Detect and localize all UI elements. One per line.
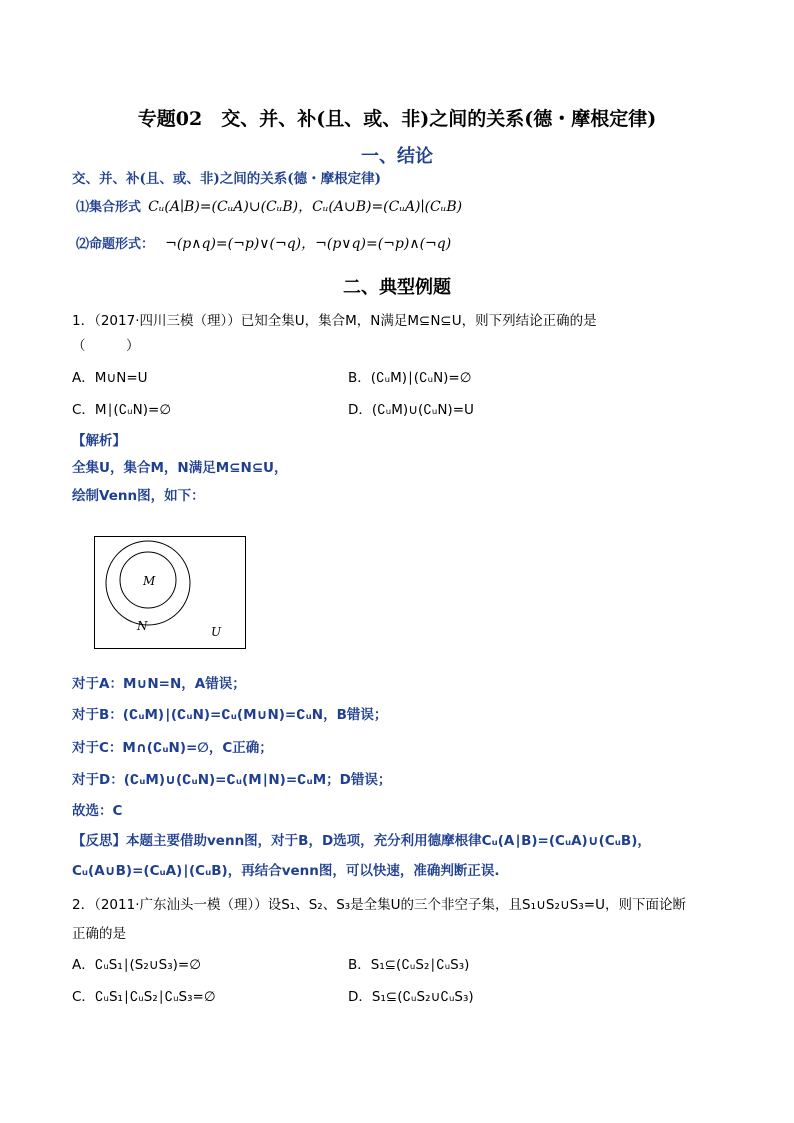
analysis-for-b: 对于B：(∁ᵤM)∣(∁ᵤN)=∁ᵤ(M∪N)=∁ᵤN，B错误； [72, 707, 388, 723]
section1-intro: 交、并、补(且、或、非)之间的关系(德・摩根定律) [72, 171, 382, 187]
q1-option-a: A．M∪N=U [72, 370, 148, 386]
analysis-line2: 绘制Venn图，如下： [72, 488, 205, 504]
venn-label-n: N [137, 619, 148, 633]
page-title: 专题02 交、并、补(且、或、非)之间的关系(德・摩根定律) [137, 108, 657, 130]
q2-option-d: D．S₁⊆(∁ᵤS₂∪∁ᵤS₃) [348, 989, 474, 1005]
reflection-line1: 【反思】本题主要借助venn图，对于B，D选项，充分利用德摩根律Cᵤ(A∣B)=(CᵤA)∪(CᵤB)， [72, 833, 651, 849]
q1-option-c: C．M∣(∁ᵤN)=∅ [72, 402, 172, 418]
section2-heading: 二、典型例题 [343, 277, 451, 298]
analysis-label: 【解析】 [72, 433, 126, 449]
venn-universe-rect [95, 537, 246, 649]
q2-stem-line2: 正确的是 [72, 926, 126, 942]
venn-label-m: M [143, 574, 156, 588]
set-form-row [76, 196, 462, 216]
set-form-label: ⑴集合形式 [76, 200, 142, 215]
venn-label-u: U [211, 625, 222, 639]
set-form-formula: Cᵤ(A∣B)=(CᵤA)∪(CᵤB)，Cᵤ(A∪B)=(CᵤA)∣(CᵤB) [148, 199, 463, 215]
analysis-line1: 全集U，集合M，N满足M⊆N⊆U， [72, 460, 288, 476]
q2-option-b: B．S₁⊆(∁ᵤS₂∣∁ᵤS₃) [348, 957, 470, 973]
analysis-for-a: 对于A：M∪N=N，A错误； [72, 676, 246, 692]
q1-option-d: D．(∁ᵤM)∪(∁ᵤN)=U [348, 402, 474, 418]
venn-diagram [94, 536, 246, 650]
q1-stem: 1．（2017·四川三模（理））已知全集U，集合M，N满足M⊆N⊆U，则下列结论正确的是 [72, 313, 597, 329]
q2-option-c: C．∁ᵤS₁∣∁ᵤS₂∣∁ᵤS₃=∅ [72, 989, 216, 1005]
prop-form-formula: ¬(p∧q)=(¬p)∨(¬q)，¬(p∨q)=(¬p)∧(¬q) [165, 236, 452, 252]
prop-form-row [76, 233, 451, 253]
analysis-for-d: 对于D：(∁ᵤM)∪(∁ᵤN)=∁ᵤ(M∣N)=∁ᵤM；D错误； [72, 772, 392, 788]
reflection-line2: Cᵤ(A∪B)=(CᵤA)∣(CᵤB)，再结合venn图，可以快速，准确判断正误. [72, 863, 500, 879]
prop-form-label: ⑵命题形式： [76, 237, 155, 252]
section1-heading: 一、结论 [361, 146, 433, 167]
q2-stem-line1: 2．（2011·广东汕头一模（理））设S₁、S₂、S₃是全集U的三个非空子集，且S₁∪S₂∪S₃=U，则下面论断 [72, 897, 686, 913]
q1-option-b: B．(∁ᵤM)∣(∁ᵤN)=∅ [348, 370, 472, 386]
analysis-answer: 故选：C [72, 803, 123, 819]
q2-option-a: A．∁ᵤS₁∣(S₂∪S₃)=∅ [72, 957, 201, 973]
analysis-for-c: 对于C：M∩(∁ᵤN)=∅，C正确； [72, 740, 273, 756]
q1-answer-paren: （ ） [72, 338, 140, 354]
